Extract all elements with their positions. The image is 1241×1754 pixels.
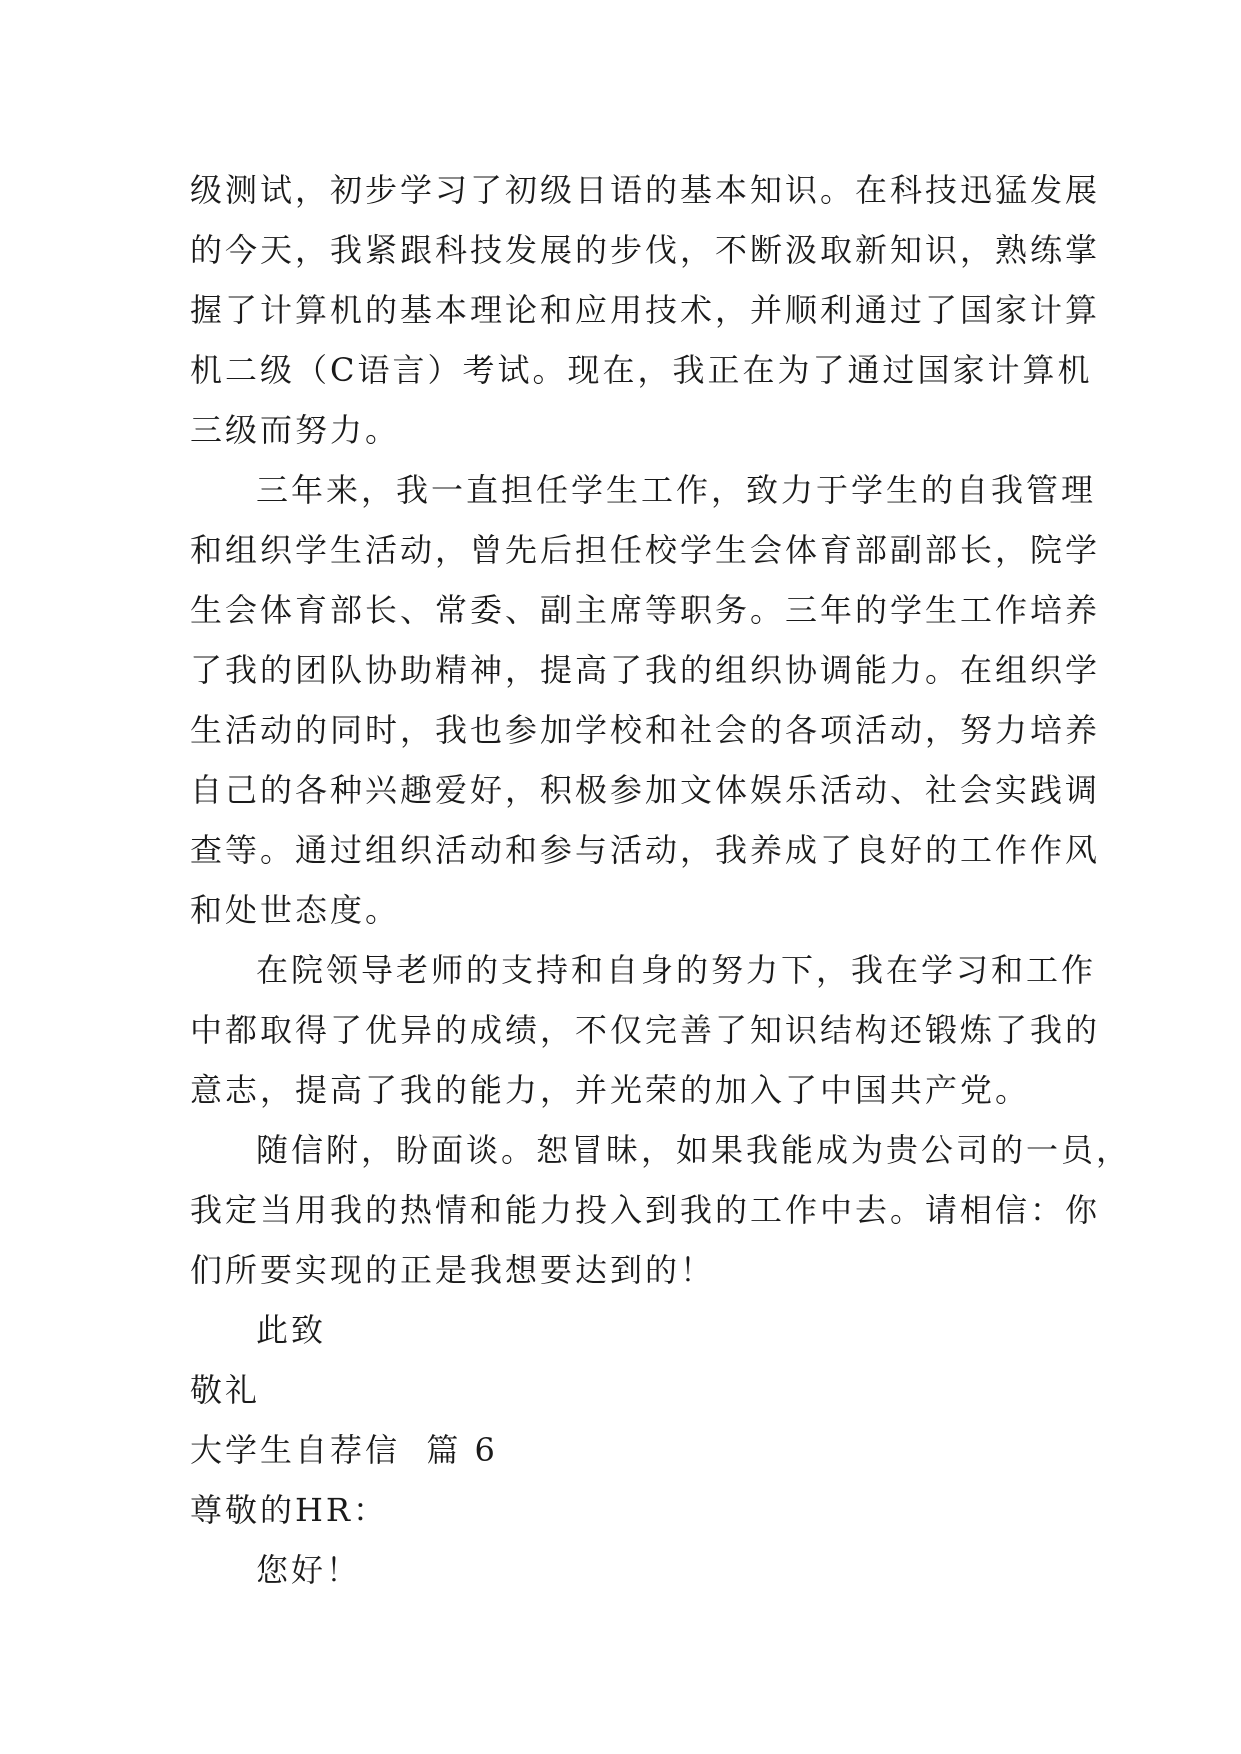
next-letter-title: 大学生自荐信 篇 6 [190,1431,498,1469]
closing-salutation: 此致 [256,1311,327,1349]
paragraph-line: 三级而努力。 [190,411,401,449]
paragraph-line: 和处世态度。 [190,891,401,929]
paragraph-line: 随信附，盼面谈。恕冒昧，如果我能成为贵公司的一员， [256,1131,1132,1169]
next-letter-greeting: 尊敬的HR： [190,1491,389,1529]
paragraph-achievements [190,940,1101,1120]
paragraph-line: 在院领导老师的支持和自身的努力下，我在学习和工作 [256,951,1097,989]
paragraph-line: 级测试，初步学习了初级日语的基本知识。在科技迅猛发展 [190,171,1101,209]
paragraph-line: 们所要实现的正是我想要达到的！ [190,1251,716,1289]
paragraph-line: 三年来，我一直担任学生工作，致力于学生的自我管理 [256,471,1097,509]
paragraph-line: 生会体育部长、常委、副主席等职务。三年的学生工作培养 [190,591,1101,629]
paragraph-line: 的今天，我紧跟科技发展的步伐，不断汲取新知识，熟练掌 [190,231,1101,269]
paragraph-line: 自己的各种兴趣爱好，积极参加文体娱乐活动、社会实践调 [190,771,1101,809]
letter-body [190,160,1132,1600]
closing-regards: 敬礼 [190,1371,261,1409]
paragraph-line: 查等。通过组织活动和参与活动，我养成了良好的工作作风 [190,831,1101,869]
paragraph-line: 中都取得了优异的成绩，不仅完善了知识结构还锻炼了我的 [190,1011,1101,1049]
paragraph-line: 机二级（C语言）考试。现在，我正在为了通过国家计算机 [190,351,1093,389]
paragraph-request-interview [190,1120,1132,1300]
paragraph-line: 我定当用我的热情和能力投入到我的工作中去。请相信：你 [190,1191,1101,1229]
paragraph-student-work [190,460,1101,940]
paragraph-education [190,160,1101,460]
paragraph-line: 握了计算机的基本理论和应用技术，并顺利通过了国家计算 [190,291,1101,329]
paragraph-line: 生活动的同时，我也参加学校和社会的各项活动，努力培养 [190,711,1101,749]
paragraph-line: 了我的团队协助精神，提高了我的组织协调能力。在组织学 [190,651,1101,689]
next-letter-opening: 您好！ [256,1551,362,1589]
paragraph-line: 和组织学生活动，曾先后担任校学生会体育部副部长，院学 [190,531,1101,569]
paragraph-line: 意志，提高了我的能力，并光荣的加入了中国共产党。 [190,1071,1031,1109]
